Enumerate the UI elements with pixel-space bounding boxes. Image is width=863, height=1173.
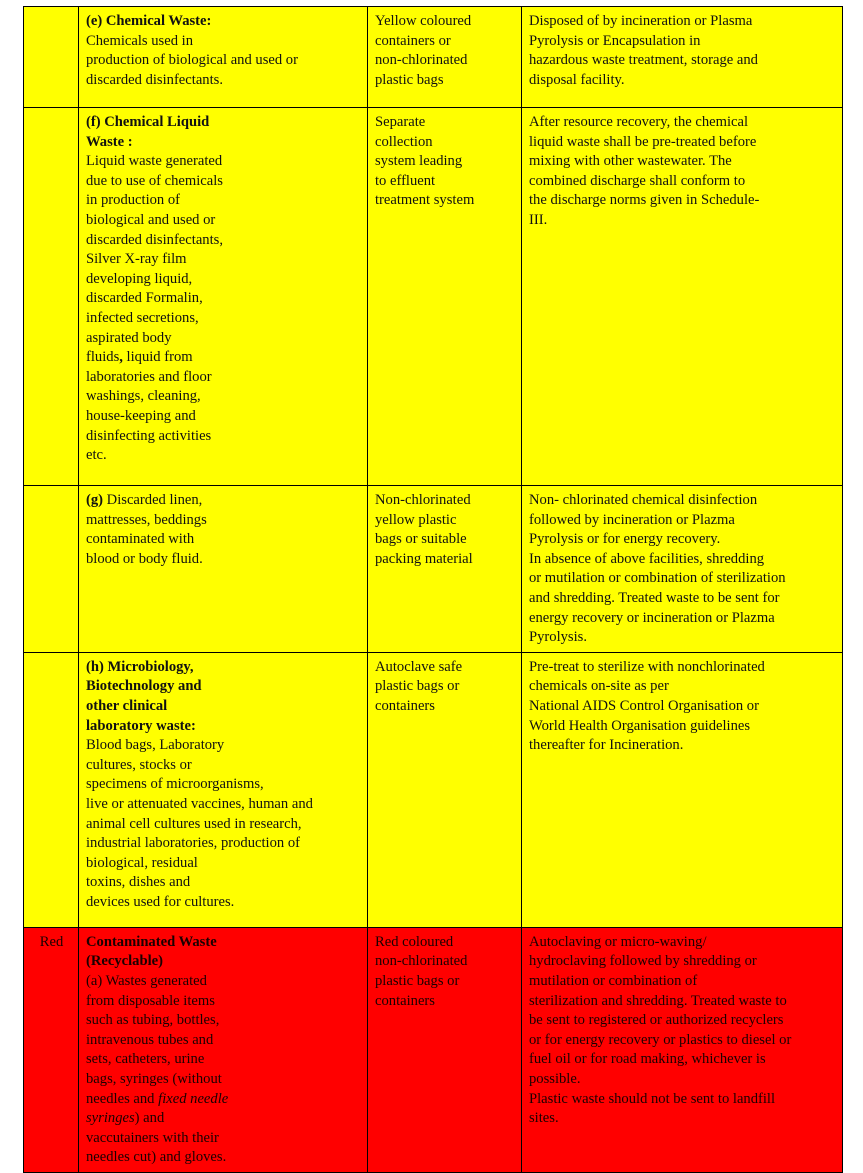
waste-type-fragment: ) and	[134, 1110, 165, 1127]
table-row-chemical-liquid-waste	[24, 108, 843, 486]
treatment-line: National AIDS Control Organisation or	[529, 697, 759, 714]
waste-type-line: cultures, stocks or	[86, 756, 192, 773]
category-cell	[24, 108, 79, 486]
treatment-line: and shredding. Treated waste to be sent for	[529, 589, 780, 606]
container-line: Autoclave safe	[375, 658, 463, 675]
waste-category-table	[23, 6, 843, 1173]
treatment-cell	[522, 652, 843, 927]
treatment-line: possible.	[529, 1070, 581, 1087]
container-cell	[368, 486, 522, 653]
category-label: Red	[39, 933, 64, 950]
waste-type-line: disinfecting activities	[86, 427, 212, 444]
waste-type-title: Waste :	[86, 133, 133, 150]
container-line: Non-chlorinated	[375, 492, 471, 508]
treatment-line: Plastic waste should not be sent to landfill	[529, 1090, 776, 1107]
category-cell	[24, 652, 79, 927]
waste-type-line: toxins, dishes and	[86, 874, 191, 891]
container-line: Separate	[375, 114, 426, 130]
waste-type-fragment-bold: ,	[119, 349, 123, 366]
waste-type-cell	[79, 652, 368, 927]
waste-type-line: such as tubing, bottles,	[86, 1012, 220, 1029]
treatment-line: Disposed of by incineration or Plasma	[529, 13, 753, 29]
category-cell	[24, 7, 79, 108]
treatment-line: hazardous waste treatment, storage and	[529, 52, 758, 69]
waste-type-line: industrial laboratories, production of	[86, 835, 300, 852]
treatment-line: combined discharge shall conform to	[529, 172, 746, 189]
container-cell	[368, 652, 522, 927]
waste-type-title: (e) Chemical Waste:	[86, 13, 212, 29]
waste-type-title: Contaminated Waste	[86, 933, 217, 950]
waste-type-title: Biotechnology and	[86, 678, 202, 695]
waste-type-line: due to use of chemicals	[86, 172, 223, 189]
waste-type-line: aspirated body	[86, 329, 172, 346]
treatment-line: hydroclaving followed by shredding or	[529, 953, 757, 970]
treatment-line: disposal facility.	[529, 71, 625, 88]
waste-type-line: washings, cleaning,	[86, 388, 201, 405]
category-cell	[24, 927, 79, 1172]
waste-type-line: needles cut) and gloves.	[86, 1149, 227, 1166]
treatment-line: III.	[529, 211, 548, 228]
table-row-red-contaminated-waste	[24, 927, 843, 1172]
waste-type-line: animal cell cultures used in research,	[86, 815, 302, 832]
category-cell	[24, 486, 79, 653]
table-row-microbiology-waste	[24, 652, 843, 927]
container-line: plastic bags or	[375, 678, 460, 695]
waste-type-cell	[79, 486, 368, 653]
waste-type-fragment-italic: fixed needle	[158, 1090, 229, 1107]
treatment-cell	[522, 7, 843, 108]
container-line: containers	[375, 992, 435, 1009]
waste-type-line: Silver X-ray film	[86, 251, 187, 268]
treatment-line: or mutilation or combination of sterilization	[529, 570, 786, 587]
treatment-line: be sent to registered or authorized recyclers	[529, 1012, 784, 1029]
treatment-line: the discharge norms given in Schedule-	[529, 192, 760, 209]
container-line: Yellow coloured	[375, 13, 472, 29]
waste-type-line: in production of	[86, 192, 181, 209]
waste-type-line: discarded Formalin,	[86, 290, 203, 307]
treatment-line: Pyrolysis.	[529, 629, 587, 646]
waste-type-line: from disposable items	[86, 992, 215, 1009]
container-cell	[368, 108, 522, 486]
treatment-line: chemicals on-site as per	[529, 678, 669, 695]
treatment-line: Non- chlorinated chemical disinfection	[529, 492, 758, 508]
container-line: containers or	[375, 32, 451, 49]
treatment-line: followed by incineration or Plazma	[529, 511, 735, 528]
waste-type-line	[86, 348, 361, 368]
waste-type-line: bags, syringes (without	[86, 1070, 222, 1087]
waste-type-line: biological, residual	[86, 854, 198, 871]
waste-type-line: devices used for cultures.	[86, 893, 235, 910]
waste-type-line	[86, 491, 361, 511]
waste-type-prefix: (g)	[86, 492, 104, 508]
container-line: packing material	[375, 550, 473, 567]
waste-type-cell	[79, 108, 368, 486]
treatment-line: thereafter for Incineration.	[529, 737, 684, 754]
treatment-line: liquid waste shall be pre-treated before	[529, 133, 757, 150]
table-row-chemical-waste	[24, 7, 843, 108]
treatment-cell	[522, 927, 843, 1172]
waste-type-line: laboratories and floor	[86, 368, 212, 385]
waste-type-line: house-keeping and	[86, 407, 196, 424]
table-row-discarded-linen	[24, 486, 843, 653]
waste-type-line: intravenous tubes and	[86, 1031, 214, 1048]
container-line: plastic bags	[375, 71, 444, 88]
treatment-line: mixing with other wastewater. The	[529, 153, 732, 170]
waste-type-title: laboratory waste:	[86, 717, 196, 734]
waste-type-line: sets, catheters, urine	[86, 1051, 205, 1068]
waste-type-title: (h) Microbiology,	[86, 658, 194, 675]
waste-type-line: Blood bags, Laboratory	[86, 737, 225, 754]
waste-type-line: live or attenuated vaccines, human and	[86, 795, 313, 812]
waste-type-line: infected secretions,	[86, 309, 199, 326]
waste-type-fragment: needles and	[86, 1090, 159, 1107]
waste-type-fragment: liquid from	[122, 349, 193, 366]
waste-type-line: production of biological and used or	[86, 52, 298, 69]
container-line: collection	[375, 133, 433, 150]
treatment-line: fuel oil or for road making, whichever is	[529, 1051, 766, 1068]
treatment-line: or for energy recovery or plastics to diesel or	[529, 1031, 792, 1048]
waste-type-line: mattresses, beddings	[86, 511, 207, 528]
container-line: treatment system	[375, 192, 475, 209]
container-cell	[368, 7, 522, 108]
container-line: system leading	[375, 153, 463, 170]
container-line: to effluent	[375, 172, 436, 189]
waste-type-line: (a) Wastes generated	[86, 972, 207, 989]
waste-type-title: (Recyclable)	[86, 953, 163, 970]
container-line: containers	[375, 697, 435, 714]
container-line: plastic bags or	[375, 972, 460, 989]
container-line: non-chlorinated	[375, 52, 468, 69]
treatment-line: In absence of above facilities, shredding	[529, 550, 765, 567]
treatment-line: After resource recovery, the chemical	[529, 114, 749, 130]
treatment-cell	[522, 486, 843, 653]
container-line: yellow plastic	[375, 511, 457, 528]
treatment-line: sterilization and shredding. Treated waste to	[529, 992, 787, 1009]
waste-type-title: (f) Chemical Liquid	[86, 114, 210, 130]
waste-type-line: etc.	[86, 447, 107, 464]
waste-type-fragment: Discarded linen,	[103, 492, 203, 508]
waste-type-line: contaminated with	[86, 531, 195, 548]
waste-type-line: blood or body fluid.	[86, 550, 203, 567]
waste-type-fragment-italic: syringes	[86, 1110, 135, 1127]
container-line: non-chlorinated	[375, 953, 468, 970]
waste-type-line: discarded disinfectants,	[86, 231, 223, 248]
waste-type-line	[86, 1090, 361, 1110]
waste-type-cell	[79, 927, 368, 1172]
waste-type-line: developing liquid,	[86, 270, 193, 287]
treatment-line: sites.	[529, 1110, 559, 1127]
waste-type-cell	[79, 7, 368, 108]
waste-type-line: vaccutainers with their	[86, 1129, 219, 1146]
treatment-line: mutilation or combination of	[529, 972, 698, 989]
treatment-line: Pyrolysis or for energy recovery.	[529, 531, 721, 548]
waste-type-line: biological and used or	[86, 211, 216, 228]
waste-type-fragment: fluids	[86, 349, 120, 366]
treatment-line: Autoclaving or micro-waving/	[529, 933, 707, 950]
waste-type-line: Chemicals used in	[86, 32, 194, 49]
waste-type-title: other clinical	[86, 697, 168, 714]
treatment-line: energy recovery or incineration or Plazma	[529, 609, 775, 626]
treatment-line: Pre-treat to sterilize with nonchlorinated	[529, 658, 765, 675]
container-line: Red coloured	[375, 933, 454, 950]
waste-type-line: discarded disinfectants.	[86, 71, 223, 88]
waste-type-line: specimens of microorganisms,	[86, 776, 264, 793]
waste-type-line	[86, 1109, 361, 1129]
treatment-line: World Health Organisation guidelines	[529, 717, 751, 734]
treatment-line: Pyrolysis or Encapsulation in	[529, 32, 701, 49]
container-cell	[368, 927, 522, 1172]
waste-type-line: Liquid waste generated	[86, 153, 223, 170]
treatment-cell	[522, 108, 843, 486]
container-line: bags or suitable	[375, 531, 467, 548]
